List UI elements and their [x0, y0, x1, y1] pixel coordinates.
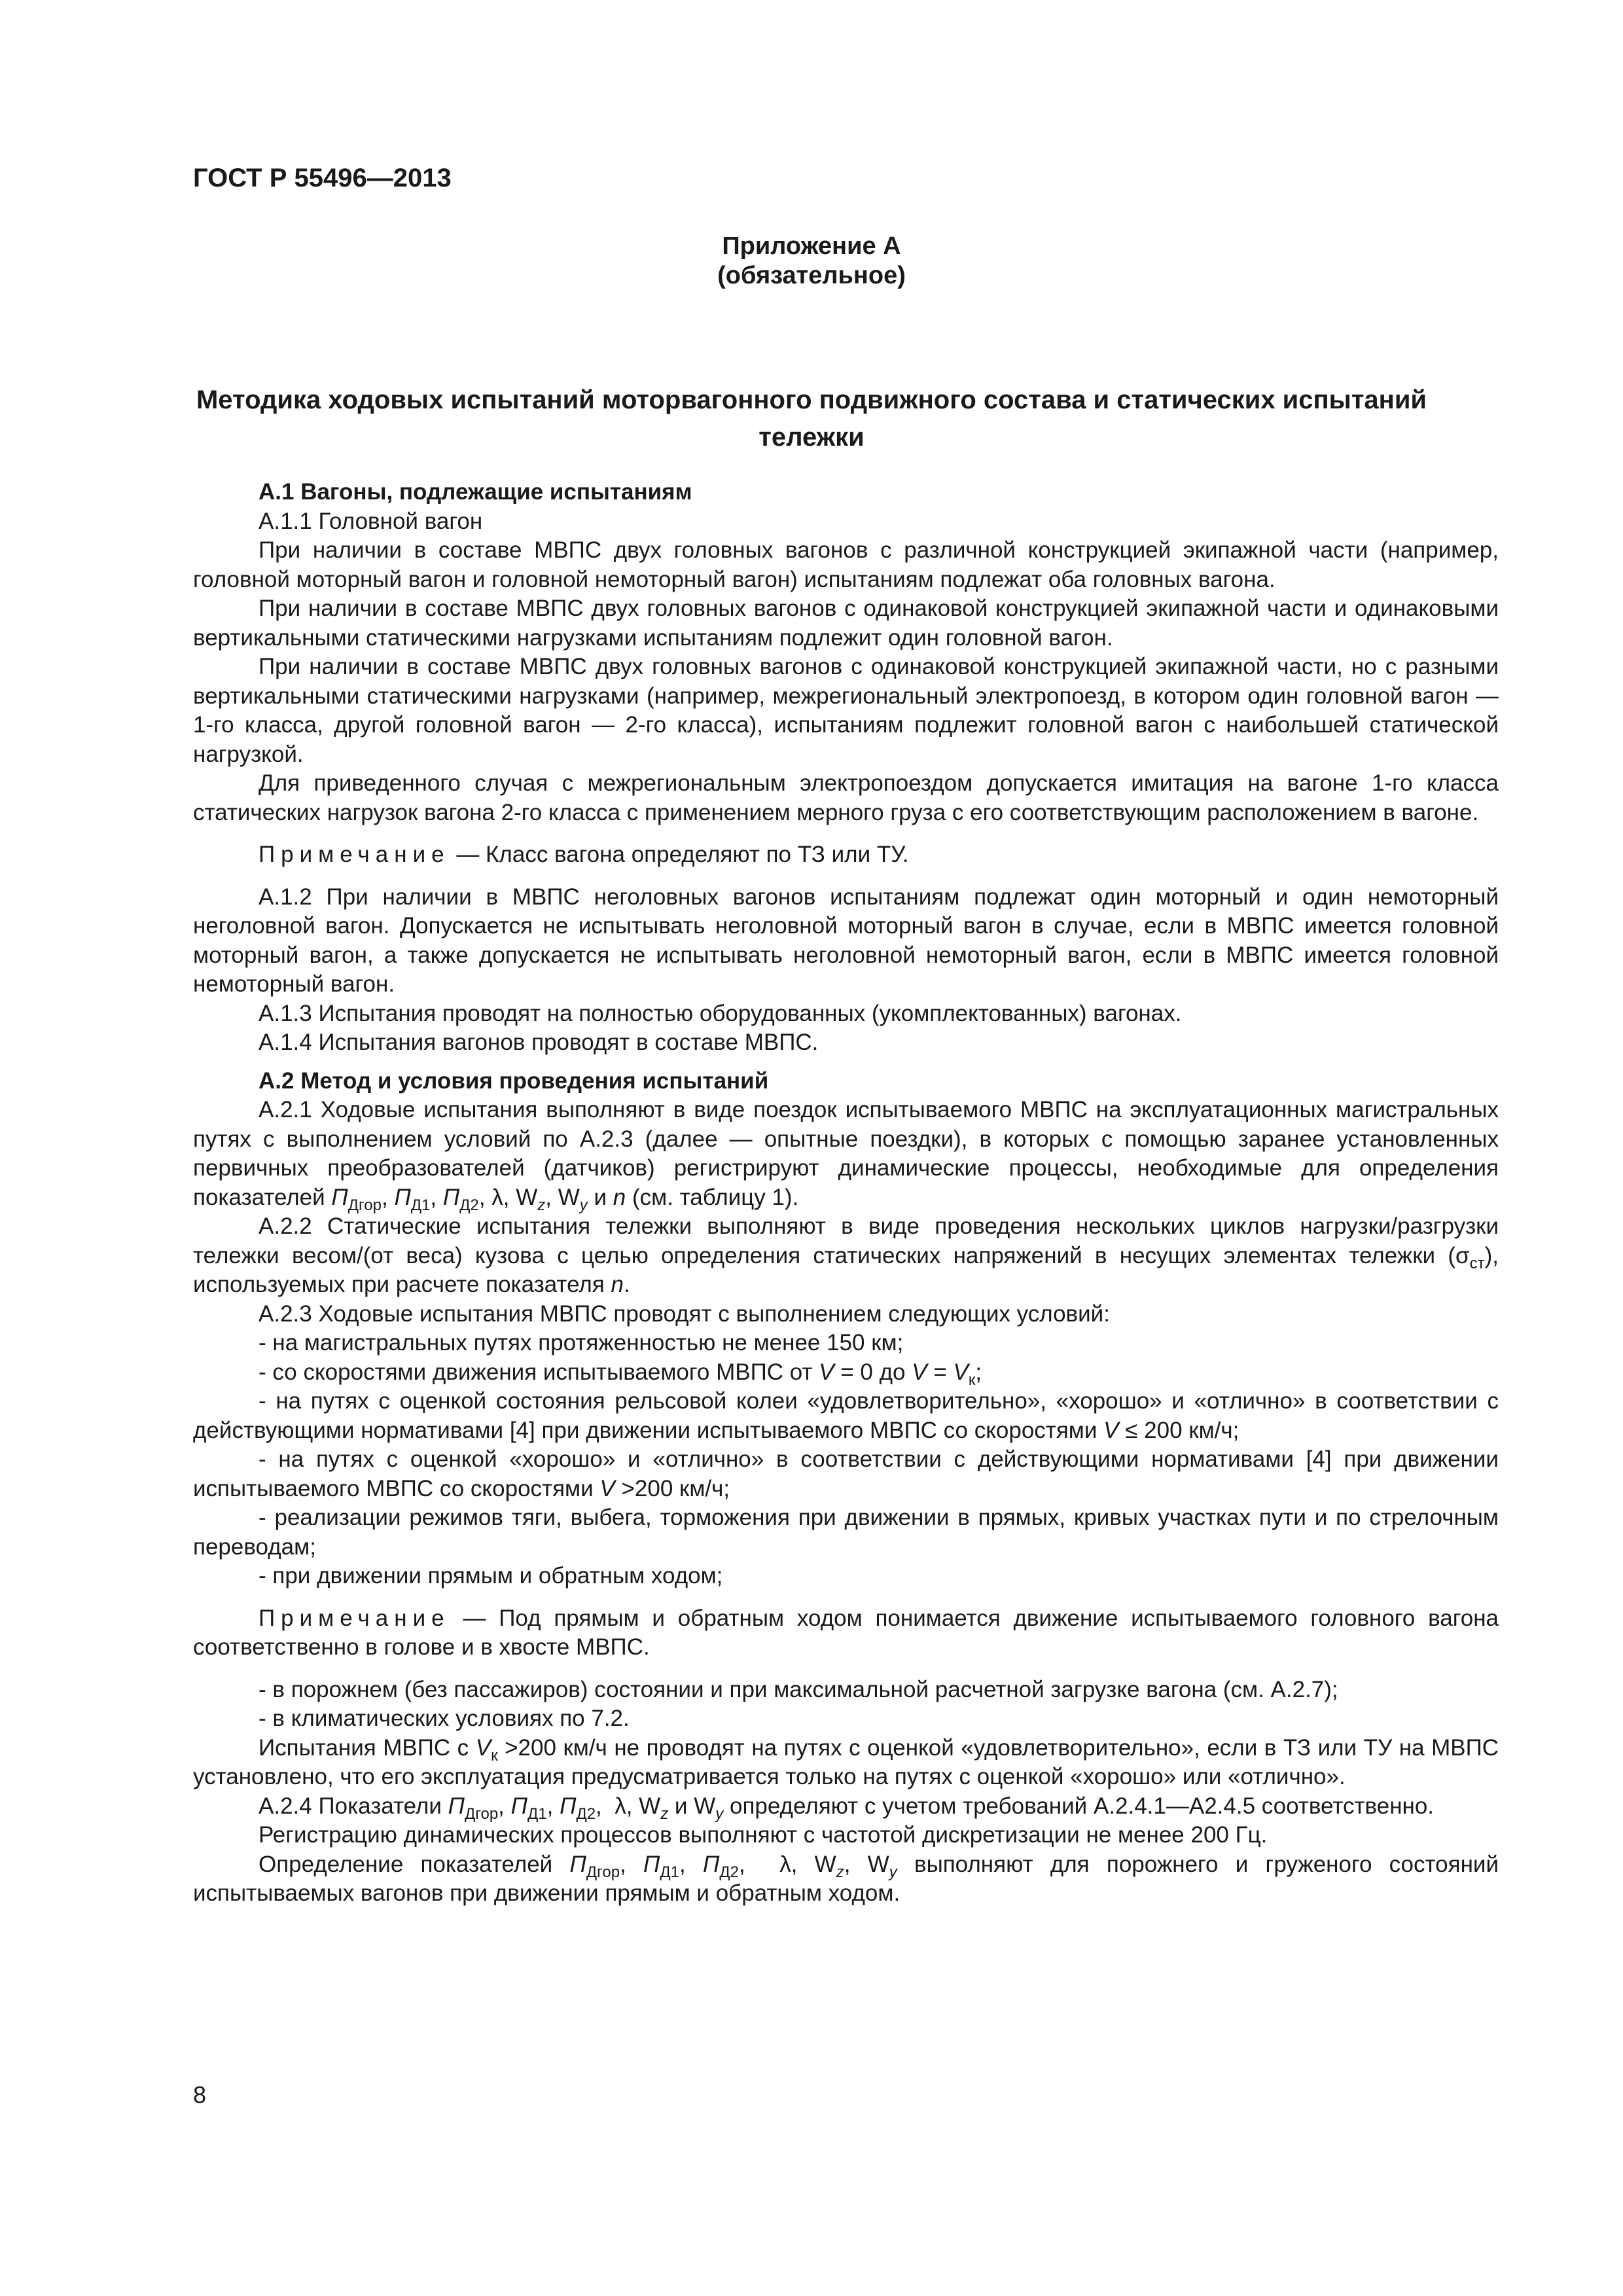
paragraph: При наличии в составе МВПС двух головных вагонов с одинаковой конструкцией экипажной части, но с разными вертикальными статическими нагрузками (например, межрегиональный электропоезд, в котором один головной вагон — 1-го класса, другой головной вагон — 2-го класса), испытаниям подлежит головной вагон с наибольшей статической нагрузкой. [193, 654, 1499, 767]
clause-a1-1: А.1.1 Головной вагон [259, 508, 483, 534]
note [193, 840, 1499, 870]
clause-a1-3: А.1.3 Испытания проводят на полностью оборудованных (укомплектованных) вагонах. [259, 1000, 1182, 1026]
paragraph: Регистрацию динамических процессов выполняют с частотой дискретизации не менее 200 Гц. [259, 1822, 1268, 1848]
clause-a2-2: А.2.2 Статические испытания тележки выполняют в виде проведения нескольких циклов нагрузки/разгрузки тележки весом/(от веса) кузова с целью определения статических напряжений в несущих элементах тележки $(\sigma_{ст})$, используемых при расчете показателя n. [193, 1213, 1499, 1297]
list-item: - при движении прямым и обратным ходом; [259, 1563, 723, 1588]
list-item: - на путях с оценкой состояния рельсовой колеи «удовлетворительно», «хорошо» и «отлично» в соответствии с действующими нормативами [4] при движении испытываемого МВПС со скоростями V ≤ 200 км/ч; [193, 1388, 1499, 1443]
list-item: - на путях с оценкой «хорошо» и «отлично» в соответствии с действующими нормативами [4] при движении испытываемого МВПС со скоростями V >200 км/ч; [193, 1446, 1499, 1501]
list-item: - со скоростями движения испытываемого МВПС от V = 0 до $V = V_к$; [259, 1359, 982, 1389]
list-item: - реализации режимов тяги, выбега, торможения при движении в прямых, кривых участках пути и по стрелочным переводам; [193, 1505, 1499, 1560]
document-body [193, 478, 1499, 1909]
clause-a1-4: А.1.4 Испытания вагонов проводят в составе МВПС. [259, 1030, 819, 1055]
note-text: — Под прямым и обратным ходом понимается движение испытываемого головного вагона соответственно в голове и в хвосте МВПС. [193, 1605, 1499, 1660]
standard-number: ГОСТ Р 55496—2013 [193, 164, 452, 192]
paragraph: Для приведенного случая с межрегиональным электропоездом допускается имитация на вагоне 1-го класса статических нагрузок вагона 2-го класса с применением мерного груза с его соответствующим расположением в вагоне. [193, 770, 1499, 825]
list-item: - в климатических условиях по 7.2. [259, 1706, 630, 1731]
note [193, 1604, 1499, 1662]
document-title-line1: Методика ходовых испытаний моторвагонного подвижного состава и статических испытаний [196, 386, 1427, 414]
document-title-line2: тележки [758, 423, 865, 452]
paragraph: При наличии в составе МВПС двух головных вагонов с различной конструкцией экипажной части (например, головной моторный вагон и головной немоторный вагон) испытаниям подлежат оба головных вагона. [193, 537, 1499, 592]
appendix-title: Приложение А [722, 232, 901, 260]
clause-a2-3: А.2.3 Ходовые испытания МВПС проводят с выполнением следующих условий: [259, 1300, 1110, 1327]
clause-a2-4: А.2.4 Показатели $П_{Дгор}$, $П_{Д1}$, $П_{Д2}$, λ, $W_z$ и $W_y$ определяют с учетом требований А.2.4.1—А2.4.5 соответственно. [259, 1793, 1435, 1823]
list-item: - на магистральных путях протяженностью не менее 150 км; [259, 1330, 904, 1355]
section-a1-heading: А.1 Вагоны, подлежащие испытаниям [259, 479, 692, 505]
note-label: Примечание [259, 1605, 450, 1631]
note-text: — Класс вагона определяют по ТЗ или ТУ. [450, 842, 909, 867]
section-a2-heading: А.2 Метод и условия проведения испытаний [259, 1067, 769, 1094]
paragraph: При наличии в составе МВПС двух головных вагонов с одинаковой конструкцией экипажной части и одинаковыми вертикальными статическими нагрузками испытаниям подлежит один головной вагон. [193, 596, 1499, 651]
clause-a1-2: А.1.2 При наличии в МВПС неголовных вагонов испытаниям подлежат один моторный и один немоторный неголовной вагон. Допускается не испытывать неголовной моторный вагон в случае, если в МВПС имеется головной моторный вагон, а также допускается не испытывать неголовной немоторный вагон, если в МВПС имеется головной немоторный вагон. [193, 884, 1499, 997]
note-label: Примечание [259, 842, 450, 867]
page-number: 8 [193, 2081, 207, 2108]
paragraph: Испытания МВПС с $V_к >200$ км/ч не проводят на путях с оценкой «удовлетворительно», если в ТЗ или ТУ на МВПС установлено, что его эксплуатация предусматривается только на путях с оценкой «хорошо» или «отлично». [193, 1734, 1499, 1789]
clause-a2-1: А.2.1 Ходовые испытания выполняют в виде поездок испытываемого МВПС на эксплуатационных магистральных путях с выполнением условий по А.2.3 (далее — опытные поездки), в которых с помощью заранее установленных первичных преобразователей (датчиков) регистрируют динамические процессы, необходимые для определения показателей $П_{Дгор}$, $П_{Д1}$, $П_{Д2}$, λ, $W_z$, $W_y$ и n (см. таблицу 1). [193, 1097, 1499, 1214]
appendix-status: (обязательное) [717, 262, 906, 289]
list-item: - в порожнем (без пассажиров) состоянии и при максимальной расчетной загрузке вагона (см. А.2.7); [259, 1676, 1338, 1702]
paragraph: Определение показателей $П_{Дгор}$, $П_{Д1}$, $П_{Д2}$, λ, $W_z$, $W_y$ выполняют для порожнего и груженого состояний испытываемых вагонов при движении прямым и обратным ходом. [193, 1851, 1499, 1906]
